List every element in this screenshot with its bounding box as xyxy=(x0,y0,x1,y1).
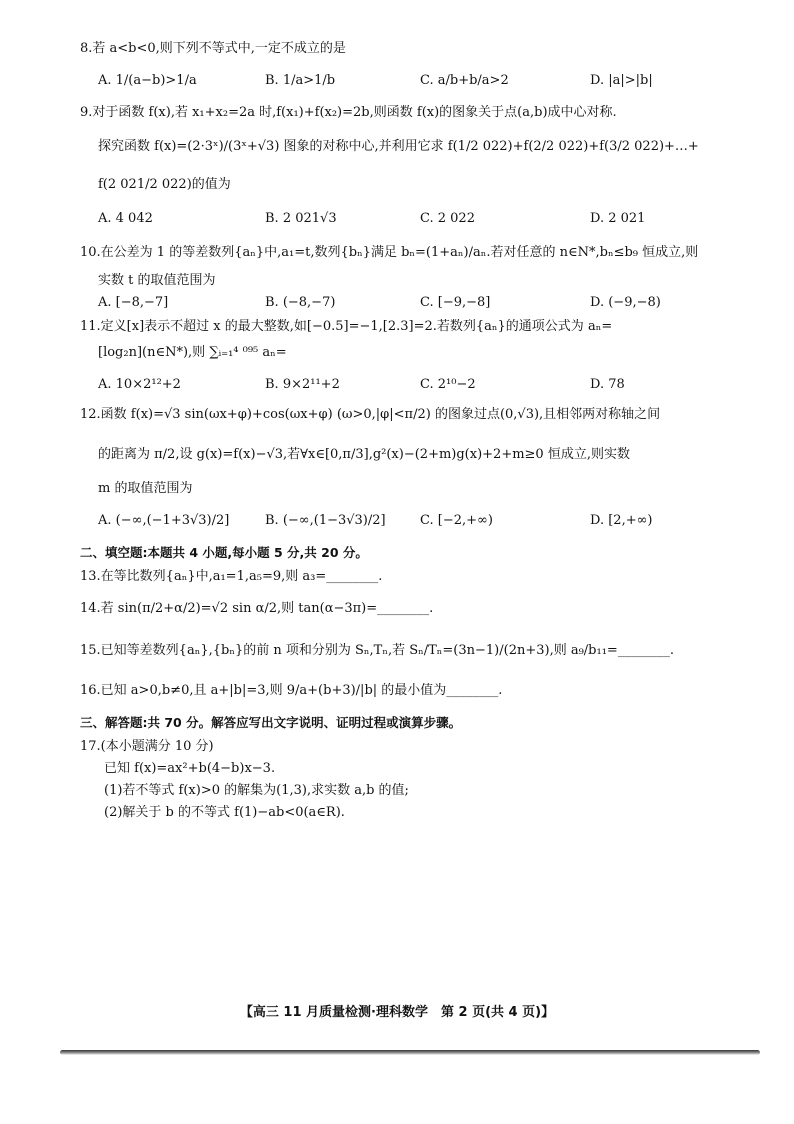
q12-stem-1: 12.函数 f(x)=√3 sin(ωx+φ)+cos(ωx+φ) (ω>0,|φ|<π/2) 的图象过点(0,√3),且相邻两对称轴之间 xyxy=(80,407,661,422)
q12-stem-2: 的距离为 π/2,设 g(x)=f(x)−√3,若∀x∈[0,π/3],g²(x)−(2+m)g(x)+2+m≥0 恒成立,则实数 xyxy=(98,447,630,462)
section2-heading: 二、填空题:本题共 4 小题,每小题 5 分,共 20 分。 xyxy=(80,545,368,560)
q10-option-c: C. [−9,−8] xyxy=(420,295,491,310)
q8-option-d: D. |a|>|b| xyxy=(590,73,653,88)
q14-stem: 14.若 sin(π/2+α/2)=√2 sin α/2,则 tan(α−3π)=________. xyxy=(80,601,434,616)
q12-stem-3: m 的取值范围为 xyxy=(98,481,193,496)
q17-title: 17.(本小题满分 10 分) xyxy=(80,739,214,754)
q13-stem: 13.在等比数列{aₙ}中,a₁=1,a₅=9,则 a₃=________. xyxy=(80,569,383,584)
q9-stem-1: 9.对于函数 f(x),若 x₁+x₂=2a 时,f(x₁)+f(x₂)=2b,则函数 f(x)的图象关于点(a,b)成中心对称. xyxy=(80,105,617,120)
q11-option-b: B. 9×2¹¹+2 xyxy=(265,377,340,392)
q9-option-b: B. 2 021√3 xyxy=(265,211,337,226)
q9-option-a: A. 4 042 xyxy=(98,211,153,226)
q11-option-d: D. 78 xyxy=(590,377,625,392)
q9-option-d: D. 2 021 xyxy=(590,211,646,226)
q17-given: 已知 f(x)=ax²+b(4−b)x−3. xyxy=(104,761,276,776)
q12-option-d: D. [2,+∞) xyxy=(590,513,653,528)
q12-option-c: C. [−2,+∞) xyxy=(420,513,493,528)
q11-option-a: A. 10×2¹²+2 xyxy=(98,377,181,392)
q17-part1: (1)若不等式 f(x)>0 的解集为(1,3),求实数 a,b 的值; xyxy=(104,783,409,798)
q17-part2: (2)解关于 b 的不等式 f(1)−ab<0(a∈R). xyxy=(104,805,345,820)
q10-stem-2: 实数 t 的取值范围为 xyxy=(98,273,216,288)
q10-option-b: B. (−8,−7) xyxy=(265,295,336,310)
q8-option-a: A. 1/(a−b)>1/a xyxy=(98,73,197,88)
q9-option-c: C. 2 022 xyxy=(420,211,475,226)
q8-option-b: B. 1/a>1/b xyxy=(265,73,336,88)
q11-stem-2: [log₂n](n∈N*),则 ∑ᵢ₌₁⁴ ⁰⁹⁵ aₙ= xyxy=(98,345,287,360)
q11-option-c: C. 2¹⁰−2 xyxy=(420,377,476,392)
q11-stem-1: 11.定义[x]表示不超过 x 的最大整数,如[−0.5]=−1,[2.3]=2.若数列{aₙ}的通项公式为 aₙ= xyxy=(80,319,613,334)
section3-heading: 三、解答题:共 70 分。解答应写出文字说明、证明过程或演算步骤。 xyxy=(80,715,462,730)
q10-stem-1: 10.在公差为 1 的等差数列{aₙ}中,a₁=t,数列{bₙ}满足 bₙ=(1+aₙ)/aₙ.若对任意的 n∈N*,bₙ≤b₉ 恒成立,则 xyxy=(80,245,699,260)
scan-shadow-divider xyxy=(60,1050,760,1055)
q9-stem-2: 探究函数 f(x)=(2·3ˣ)/(3ˣ+√3) 图象的对称中心,并利用它求 f(1/2 022)+f(2/2 022)+f(3/2 022)+…+ xyxy=(98,139,699,154)
q9-stem-3: f(2 021/2 022)的值为 xyxy=(98,177,231,192)
q8-stem: 8.若 a<b<0,则下列不等式中,一定不成立的是 xyxy=(80,41,346,56)
q8-option-c: C. a/b+b/a>2 xyxy=(420,73,509,88)
q15-stem: 15.已知等差数列{aₙ},{bₙ}的前 n 项和分别为 Sₙ,Tₙ,若 Sₙ/Tₙ=(3n−1)/(2n+3),则 a₉/b₁₁=________. xyxy=(80,643,674,658)
q12-option-a: A. (−∞,(−1+3√3)/2] xyxy=(98,513,230,528)
page-footer: 【高三 11 月质量检测·理科数学 第 2 页(共 4 页)】 xyxy=(239,1005,555,1020)
q12-option-b: B. (−∞,(1−3√3)/2] xyxy=(265,513,386,528)
q16-stem: 16.已知 a>0,b≠0,且 a+|b|=3,则 9/a+(b+3)/|b| 的最小值为________. xyxy=(80,683,503,698)
q10-option-a: A. [−8,−7] xyxy=(98,295,169,310)
q10-option-d: D. (−9,−8) xyxy=(590,295,661,310)
